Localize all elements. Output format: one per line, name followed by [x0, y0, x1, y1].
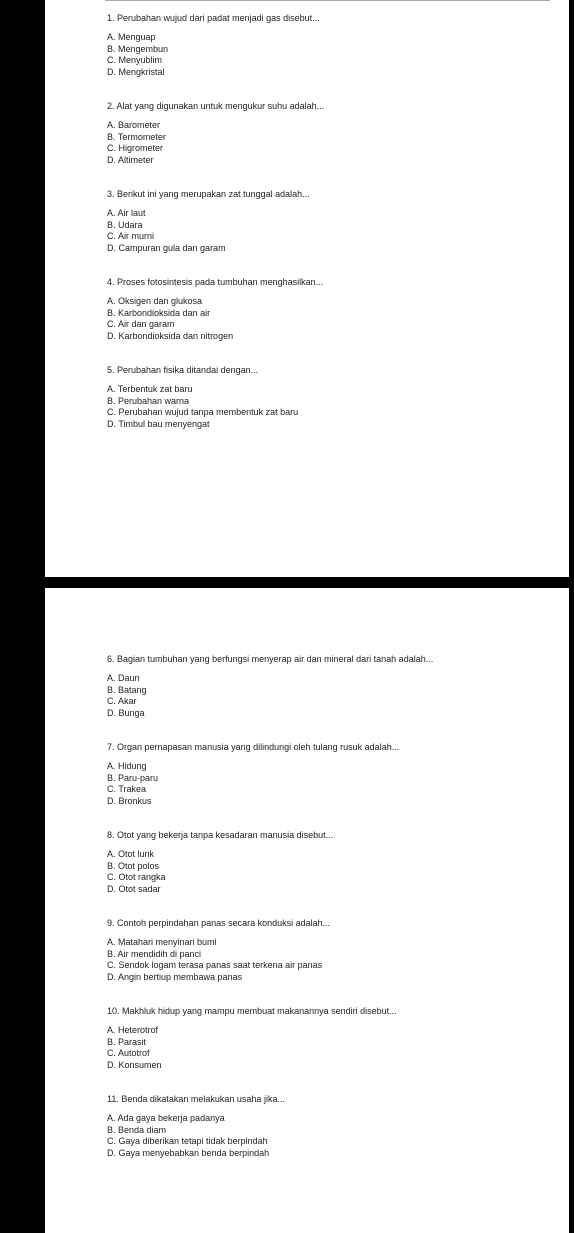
answer-option: C. Otot rangka: [107, 872, 166, 882]
question-list: [107, 653, 433, 1181]
answer-option: D. Mengkristal: [107, 66, 165, 77]
answer-option: D. Timbul bau menyengat: [107, 418, 210, 429]
answer-option: D. Angin bertiup membawa panas: [107, 971, 243, 982]
document-page-2: [45, 588, 569, 1233]
answer-option: C. Air murni: [107, 231, 155, 241]
question-text: 3. Berikut ini yang merupakan zat tunggal adalah...: [107, 189, 310, 199]
answer-option: A. Daun: [107, 673, 140, 683]
answer-option: A. Barometer: [107, 120, 161, 130]
answer-option: D. Karbondioksida dan nitrogen: [107, 330, 234, 341]
answer-option: C. Higrometer: [107, 143, 164, 153]
question-text: 10. Makhluk hidup yang mampu membuat makanannya sendiri disebut...: [107, 1006, 397, 1016]
question-text: 7. Organ pernapasan manusia yang dilindungi oleh tulang rusuk adalah...: [107, 742, 400, 752]
answer-option: A. Air laut: [107, 208, 146, 218]
answer-option: A. Heterotrof: [107, 1025, 159, 1035]
answer-option: D. Gaya menyebabkan benda berpindah: [107, 1147, 270, 1158]
answer-option: A. Oksigen dan glukosa: [107, 296, 203, 306]
page-top-rule: [105, 0, 550, 1]
answer-option: A. Ada gaya bekerja padanya: [107, 1113, 225, 1123]
question-item: [107, 364, 324, 430]
answer-option: D. Otot sadar: [107, 883, 161, 894]
answer-option: B. Termometer: [107, 131, 166, 142]
answer-option: C. Sendok logam terasa panas saat terkena air panas: [107, 960, 323, 970]
question-item: [107, 829, 433, 895]
question-text: 6. Bagian tumbuhan yang berfungsi menyerap air dan mineral dari tanah adalah...: [107, 654, 434, 664]
question-item: [107, 276, 324, 342]
question-item: [107, 12, 324, 78]
answer-option: B. Karbondioksida dan air: [107, 307, 211, 318]
answer-option: B. Air mendidih di panci: [107, 948, 202, 959]
document-page-1: [45, 0, 569, 577]
answer-option: C. Menyublim: [107, 55, 163, 65]
answer-option: A. Matahari menyinari bumi: [107, 937, 217, 947]
question-text: 5. Perubahan fisika ditandai dengan...: [107, 365, 259, 375]
question-text: 8. Otot yang bekerja tanpa kesadaran manusia disebut...: [107, 830, 334, 840]
answer-option: D. Altimeter: [107, 154, 154, 165]
answer-option: D. Bronkus: [107, 795, 152, 806]
answer-option: A. Terbentuk zat baru: [107, 384, 193, 394]
question-text: 4. Proses fotosintesis pada tumbuhan menghasilkan...: [107, 277, 324, 287]
answer-option: B. Perubahan warna: [107, 395, 190, 406]
answer-option: C. Trakea: [107, 784, 147, 794]
answer-option: A. Hidung: [107, 761, 147, 771]
question-item: [107, 188, 324, 254]
question-text: 11. Benda dikatakan melakukan usaha jika...: [107, 1094, 285, 1104]
answer-option: C. Air dan garam: [107, 319, 175, 329]
answer-option: B. Paru-paru: [107, 772, 159, 783]
answer-option: B. Parasit: [107, 1036, 147, 1047]
answer-option: B. Batang: [107, 684, 147, 695]
answer-option: D. Bunga: [107, 707, 145, 718]
question-item: [107, 1005, 433, 1071]
question-item: [107, 653, 433, 719]
answer-option: C. Perubahan wujud tanpa membentuk zat baru: [107, 407, 299, 417]
answer-option: D. Campuran gula dan garam: [107, 242, 226, 253]
question-text: 9. Contoh perpindahan panas secara konduksi adalah...: [107, 918, 331, 928]
answer-option: C. Autotrof: [107, 1048, 150, 1058]
question-item: [107, 1093, 433, 1159]
answer-option: A. Menguap: [107, 32, 156, 42]
question-item: [107, 100, 324, 166]
question-item: [107, 741, 433, 807]
answer-option: A. Otot lurik: [107, 849, 155, 859]
answer-option: D. Konsumen: [107, 1059, 162, 1070]
question-list: [107, 12, 324, 452]
question-item: [107, 917, 433, 983]
answer-option: C. Akar: [107, 696, 137, 706]
answer-option: B. Mengembun: [107, 43, 169, 54]
answer-option: C. Gaya diberikan tetapi tidak berpindah: [107, 1136, 268, 1146]
question-text: 1. Perubahan wujud dari padat menjadi gas disebut...: [107, 13, 320, 23]
question-text: 2. Alat yang digunakan untuk mengukur suhu adalah...: [107, 101, 325, 111]
answer-option: B. Udara: [107, 219, 143, 230]
answer-option: B. Benda diam: [107, 1124, 167, 1135]
answer-option: B. Otot polos: [107, 860, 160, 871]
